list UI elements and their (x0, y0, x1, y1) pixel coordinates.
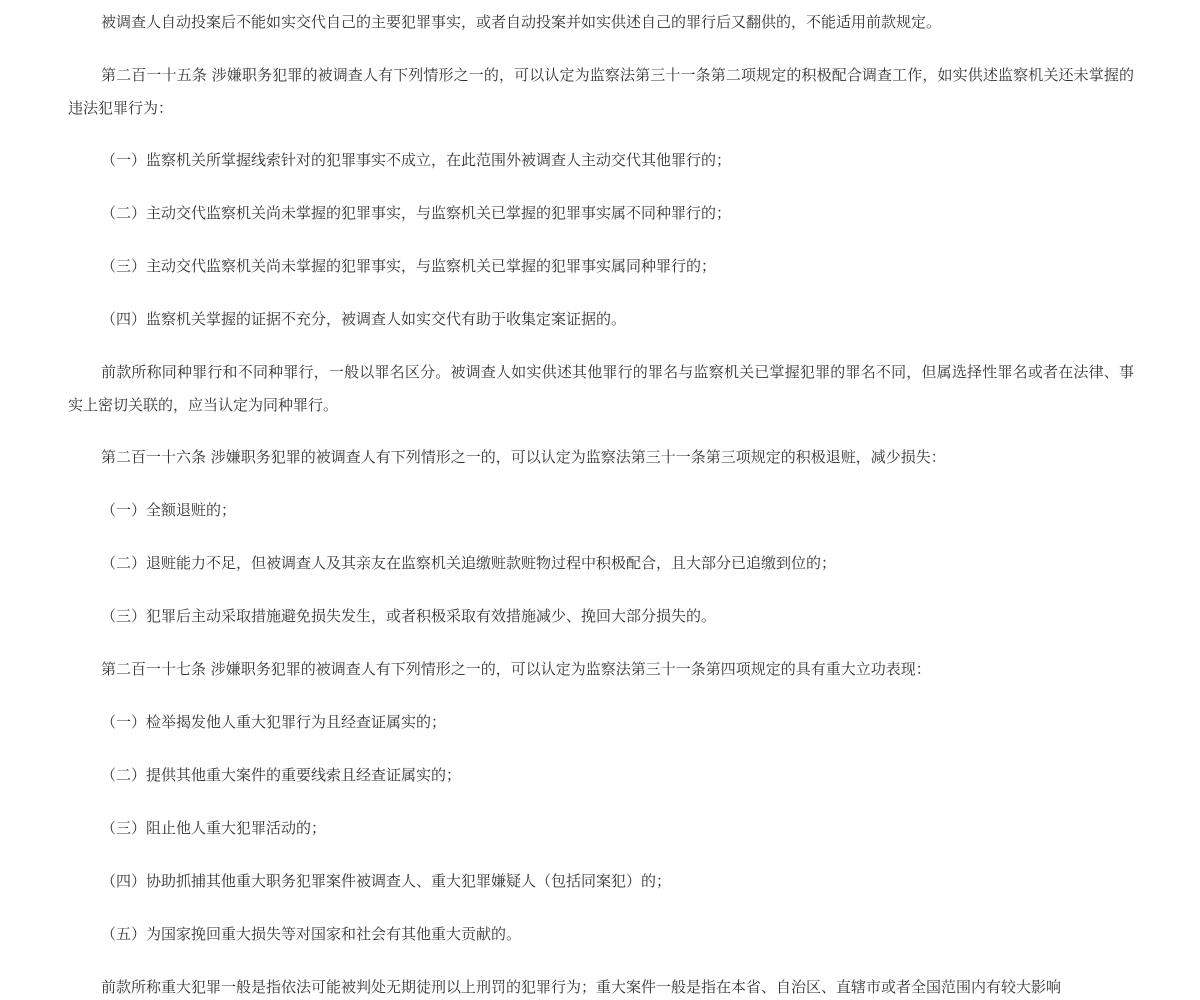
list-item-9: （二）提供其他重大案件的重要线索且经查证属实的； (101, 766, 462, 784)
paragraph-3: 前款所称同种罪行和不同种罪行，一般以罪名区分。被调查人如实供述其他罪行的罪名与监察机关已掌握犯罪的罪名不同，但属选择性罪名或者在法律、事实上密切关联的，应当认定为同种罪行。 (68, 363, 1134, 414)
paragraph-2: 第二百一十五条 涉嫌职务犯罪的被调查人有下列情形之一的，可以认定为监察法第三十一条第二项规定的积极配合调查工作，如实供述监察机关还未掌握的违法犯罪行为： (68, 66, 1134, 117)
list-item-6: （二）退赃能力不足，但被调查人及其亲友在监察机关追缴赃款赃物过程中积极配合，且大部分已追缴到位的； (101, 554, 837, 572)
list-item-4: （四）监察机关掌握的证据不充分，被调查人如实交代有助于收集定案证据的。 (101, 310, 627, 328)
paragraph-1: 被调查人自动投案后不能如实交代自己的主要犯罪事实，或者自动投案并如实供述自己的罪行后又翻供的，不能适用前款规定。 (101, 13, 942, 31)
paragraph-5: 第二百一十七条 涉嫌职务犯罪的被调查人有下列情形之一的，可以认定为监察法第三十一条第四项规定的具有重大立功表现： (101, 660, 931, 678)
paragraph-4: 第二百一十六条 涉嫌职务犯罪的被调查人有下列情形之一的，可以认定为监察法第三十一条第三项规定的积极退赃，减少损失： (101, 448, 946, 466)
list-item-2: （二）主动交代监察机关尚未掌握的犯罪事实，与监察机关已掌握的犯罪事实属不同种罪行的； (101, 204, 732, 222)
list-item-7: （三）犯罪后主动采取措施避免损失发生，或者积极采取有效措施减少、挽回大部分损失的。 (101, 607, 717, 625)
list-item-12: （五）为国家挽回重大损失等对国家和社会有其他重大贡献的。 (101, 925, 522, 943)
list-item-11: （四）协助抓捕其他重大职务犯罪案件被调查人、重大犯罪嫌疑人（包括同案犯）的； (101, 872, 672, 890)
list-item-10: （三）阻止他人重大犯罪活动的； (101, 819, 327, 837)
list-item-1: （一）监察机关所掌握线索针对的犯罪事实不成立，在此范围外被调查人主动交代其他罪行的； (101, 151, 732, 169)
list-item-8: （一）检举揭发他人重大犯罪行为且经查证属实的； (101, 713, 447, 731)
list-item-3: （三）主动交代监察机关尚未掌握的犯罪事实，与监察机关已掌握的犯罪事实属同种罪行的； (101, 257, 717, 275)
list-item-5: （一）全额退赃的； (101, 501, 237, 519)
paragraph-6: 前款所称重大犯罪一般是指依法可能被判处无期徒刑以上刑罚的犯罪行为；重大案件一般是指在本省、自治区、直辖市或者全国范围内有较大影响 (101, 978, 1062, 996)
